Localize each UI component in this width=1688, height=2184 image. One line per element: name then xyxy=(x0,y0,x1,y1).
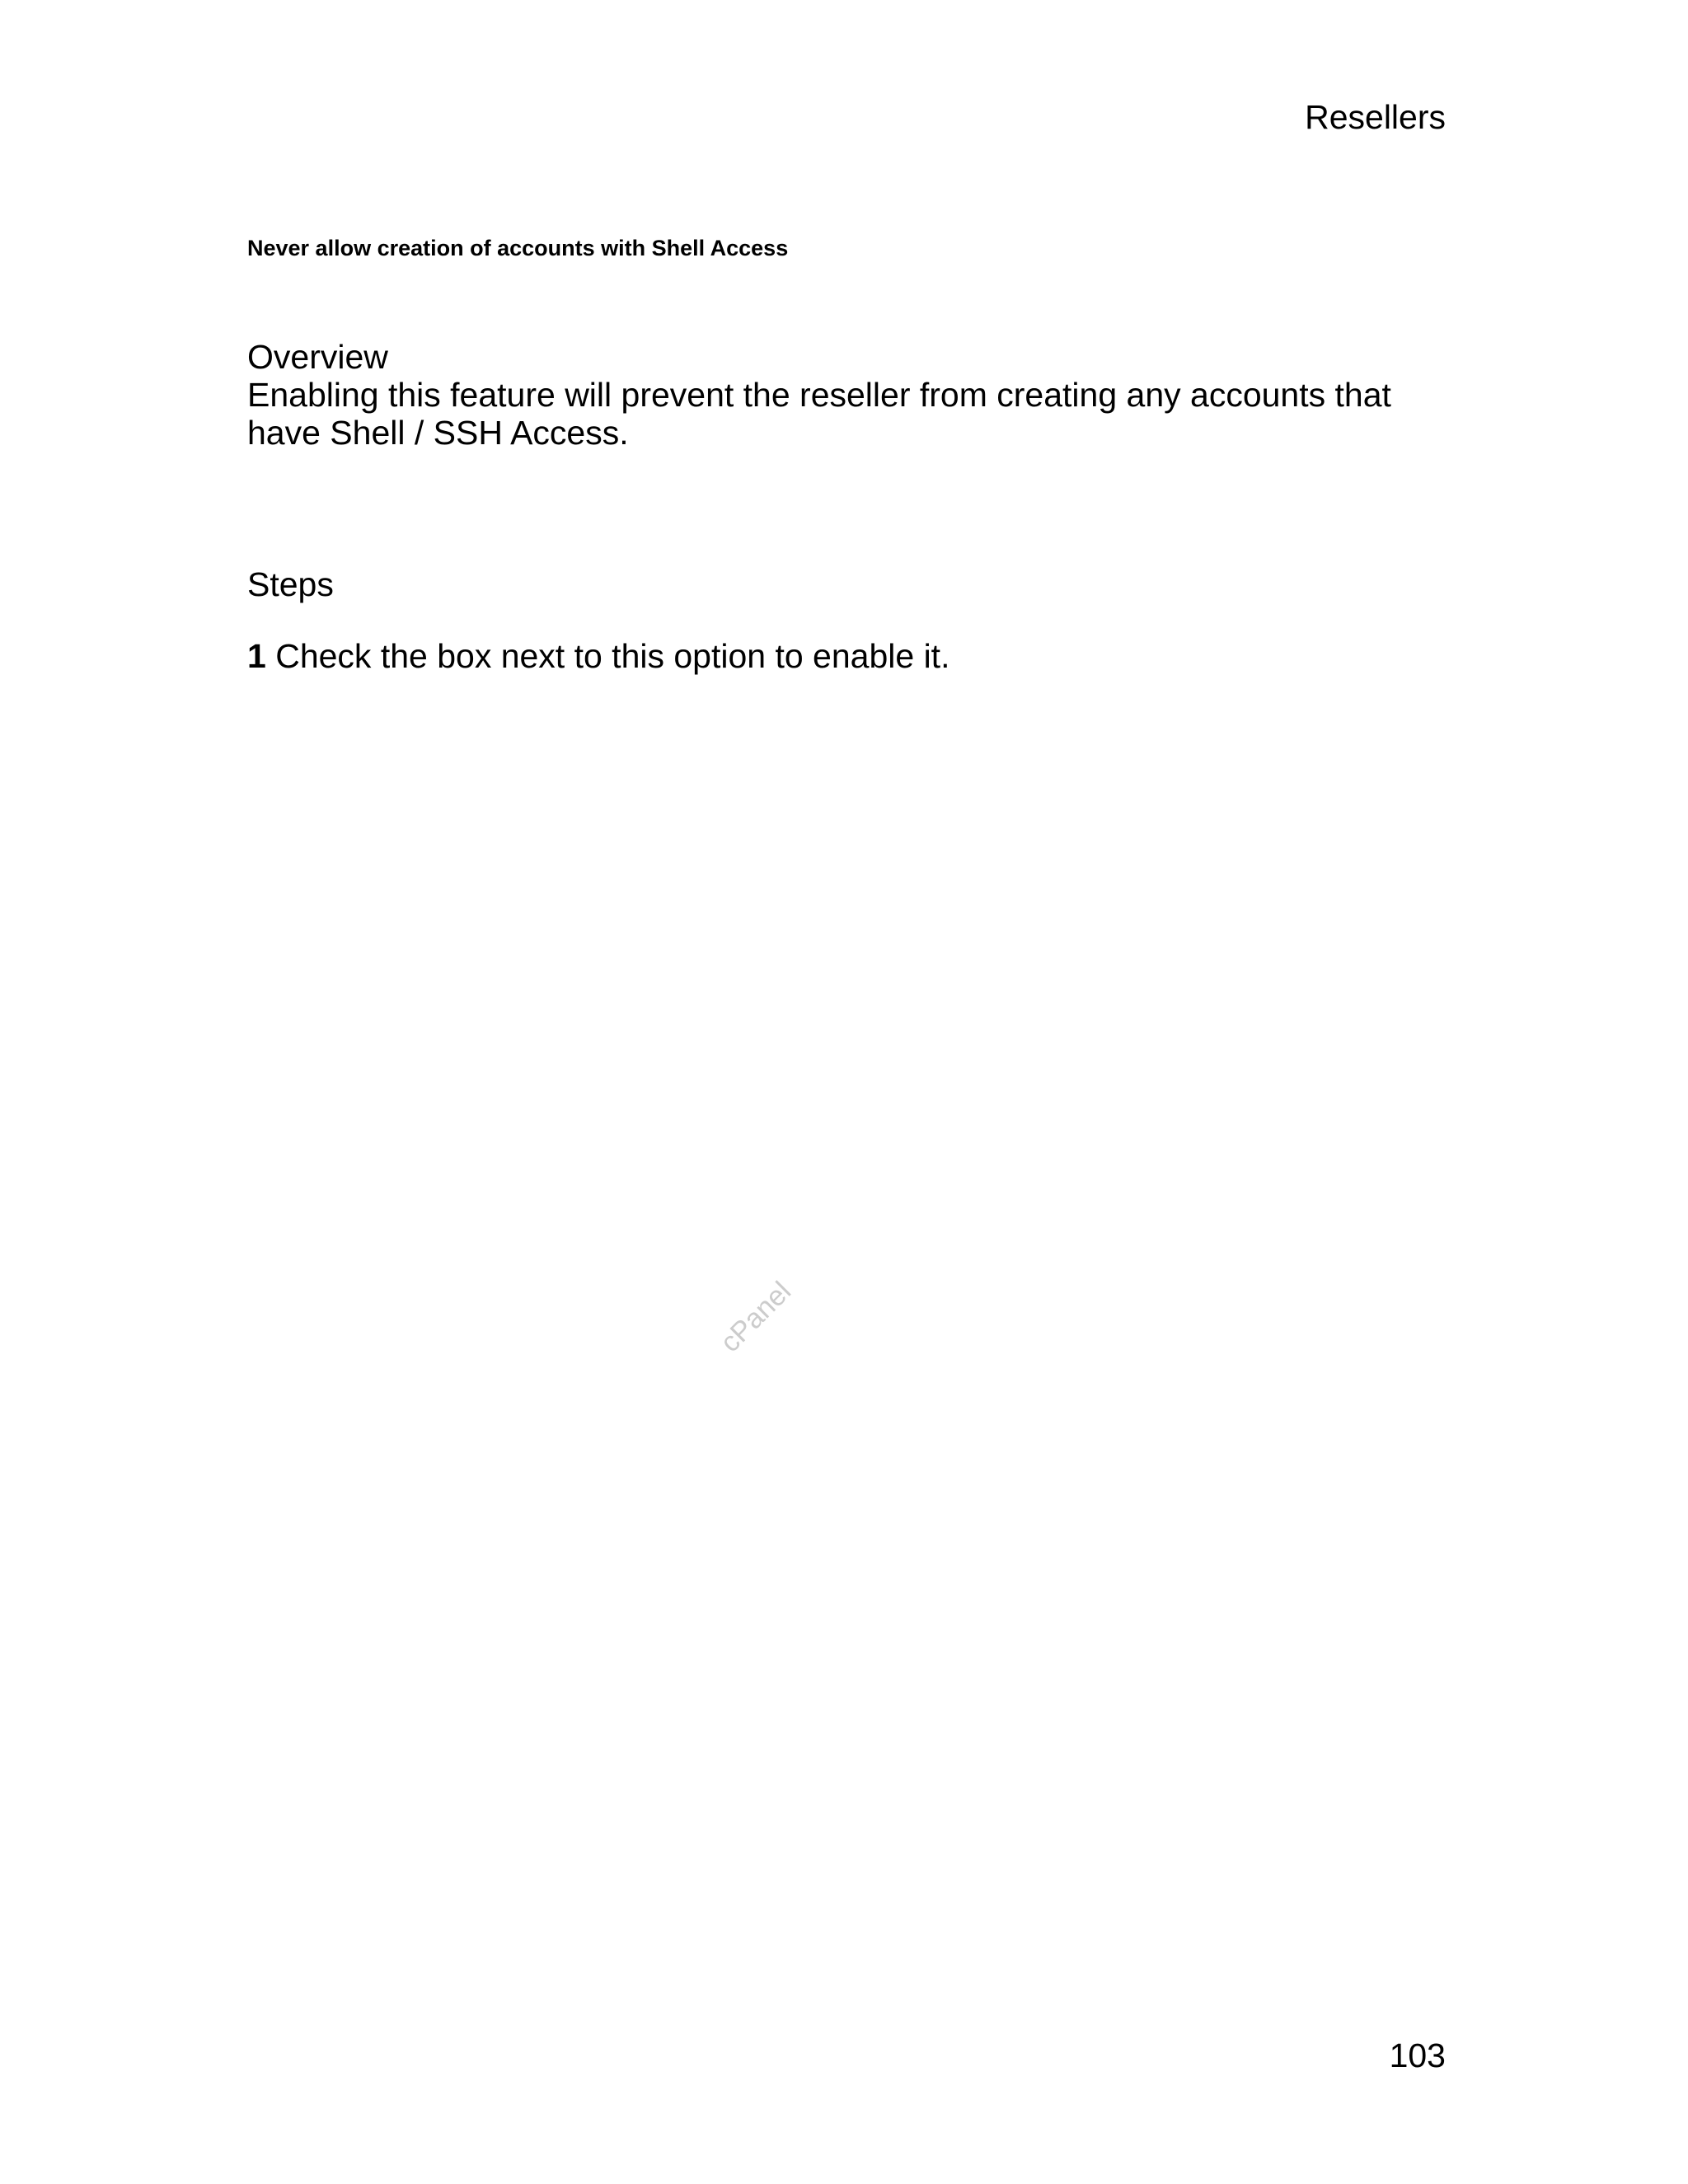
page-number: 103 xyxy=(1389,2036,1446,2074)
step-number: 1 xyxy=(247,637,266,675)
step-text: Check the box next to this option to enable it. xyxy=(275,637,950,675)
watermark: cPanel xyxy=(714,1275,798,1359)
running-header: Resellers xyxy=(1305,98,1446,136)
overview-section xyxy=(247,338,1434,452)
step-item xyxy=(247,637,950,675)
overview-heading: Overview xyxy=(247,338,388,376)
overview-body: Enabling this feature will prevent the reseller from creating any accounts that have Shell / SSH Access. xyxy=(247,376,1391,452)
section-title: Never allow creation of accounts with Shell Access xyxy=(247,236,789,260)
steps-heading: Steps xyxy=(247,565,334,603)
